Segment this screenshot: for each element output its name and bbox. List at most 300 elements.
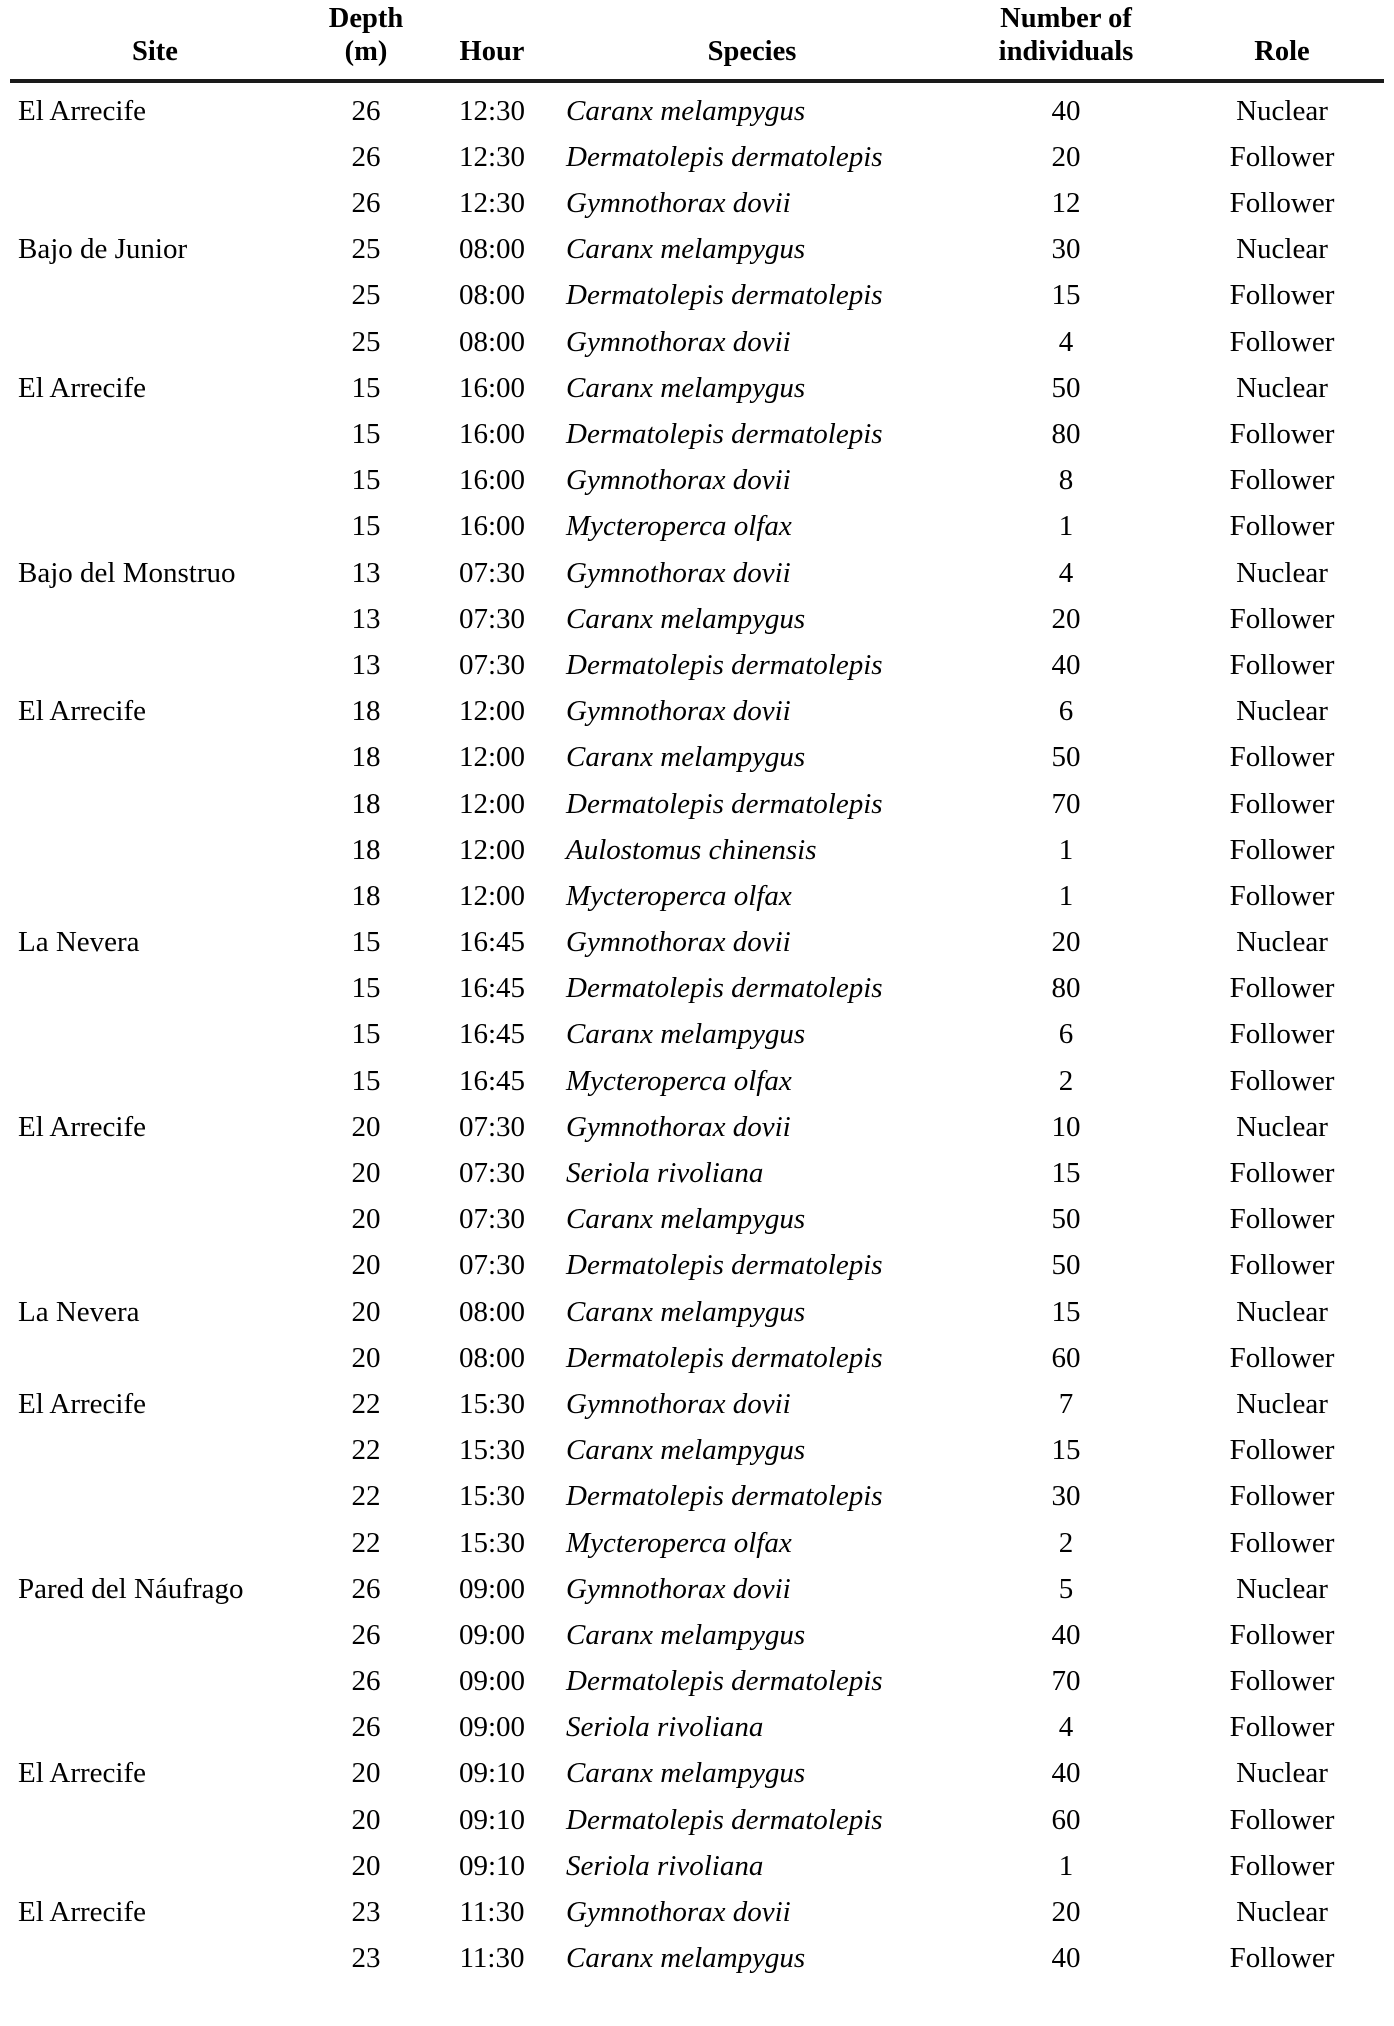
cell-hour: 08:00 xyxy=(458,1295,526,1328)
cell-species: Gymnothorax dovii xyxy=(566,1387,791,1420)
cell-depth: 26 xyxy=(351,1665,381,1698)
cell-site xyxy=(10,827,300,873)
table-row xyxy=(10,1612,1384,1658)
cell-role: Nuclear xyxy=(1236,1295,1328,1328)
cell-hour: 12:00 xyxy=(458,833,526,866)
cell-depth: 26 xyxy=(351,1618,381,1651)
cell-species: Gymnothorax dovii xyxy=(566,464,791,497)
table-row xyxy=(10,458,1384,504)
cell-depth: 20 xyxy=(351,1110,381,1143)
table-row xyxy=(10,966,1384,1012)
cell-depth: 22 xyxy=(351,1526,381,1559)
cell-depth: 15 xyxy=(351,1018,381,1051)
cell-hour: 12:00 xyxy=(458,695,526,728)
cell-count: 2 xyxy=(1058,1526,1074,1559)
cell-hour: 16:45 xyxy=(458,1018,526,1051)
cell-hour: 07:30 xyxy=(458,602,526,635)
cell-hour: 08:00 xyxy=(458,325,526,358)
cell-count: 15 xyxy=(1051,1295,1081,1328)
cell-species: Mycteroperca olfax xyxy=(566,1526,792,1559)
cell-site: El Arrecife xyxy=(18,371,147,404)
cell-count: 70 xyxy=(1051,787,1081,820)
cell-species: Seriola rivoliana xyxy=(566,1157,764,1189)
cell-role: Follower xyxy=(1229,1526,1335,1559)
cell-site xyxy=(10,1058,300,1104)
cell-count: 40 xyxy=(1051,94,1081,127)
table-row xyxy=(10,411,1384,457)
cell-site xyxy=(10,1474,300,1520)
cell-species: Dermatolepis dermatolepis xyxy=(566,279,883,312)
cell-role: Follower xyxy=(1229,1157,1335,1189)
column-header-number-of-individuals xyxy=(952,0,1180,81)
cell-species: Dermatolepis dermatolepis xyxy=(566,418,883,450)
cell-depth: 25 xyxy=(351,279,381,312)
cell-count: 50 xyxy=(1051,741,1081,774)
table-row xyxy=(10,273,1384,319)
cell-hour: 16:00 xyxy=(458,371,526,404)
cell-species: Gymnothorax dovii xyxy=(566,1896,791,1928)
cell-role: Follower xyxy=(1229,833,1335,866)
cell-role: Follower xyxy=(1229,1064,1335,1097)
cell-depth: 20 xyxy=(351,1203,381,1236)
cell-count: 40 xyxy=(1051,1942,1081,1975)
cell-hour: 12:30 xyxy=(458,140,526,173)
table-row xyxy=(10,227,1384,273)
cell-hour: 16:45 xyxy=(458,1064,526,1097)
cell-role: Follower xyxy=(1229,140,1335,173)
cell-count: 10 xyxy=(1051,1110,1081,1143)
cell-depth: 23 xyxy=(351,1942,381,1975)
cell-hour: 07:30 xyxy=(458,1203,526,1236)
cell-count: 40 xyxy=(1051,648,1081,681)
cell-hour: 15:30 xyxy=(458,1480,526,1513)
cell-hour: 16:45 xyxy=(458,972,526,1005)
cell-site: El Arrecife xyxy=(18,1110,147,1143)
cell-species: Caranx melampygus xyxy=(566,1018,806,1051)
cell-site: El Arrecife xyxy=(18,94,147,127)
cell-site xyxy=(10,1658,300,1704)
cell-site xyxy=(10,180,300,226)
table-row xyxy=(10,504,1384,550)
column-header-species: Species xyxy=(552,0,952,81)
column-header-depth-line2: (m) xyxy=(344,36,388,68)
cell-species: Seriola rivoliana xyxy=(566,1711,764,1744)
cell-depth: 20 xyxy=(351,1157,381,1189)
cell-role: Follower xyxy=(1229,1018,1335,1051)
cell-depth: 15 xyxy=(351,1064,381,1097)
table-row xyxy=(10,1381,1384,1427)
cell-hour: 08:00 xyxy=(458,279,526,312)
cell-hour: 08:00 xyxy=(458,1341,526,1374)
cell-hour: 11:30 xyxy=(459,1896,525,1928)
cell-hour: 07:30 xyxy=(458,1157,526,1189)
cell-count: 40 xyxy=(1051,1757,1081,1790)
cell-count: 30 xyxy=(1051,1480,1081,1513)
cell-role: Follower xyxy=(1229,187,1335,220)
cell-species: Caranx melampygus xyxy=(566,1203,806,1236)
cell-depth: 20 xyxy=(351,1249,381,1282)
cell-count: 20 xyxy=(1051,926,1081,959)
cell-hour: 16:45 xyxy=(458,926,526,959)
cell-count: 15 xyxy=(1051,1157,1081,1189)
table-row xyxy=(10,180,1384,226)
cell-hour: 12:30 xyxy=(458,94,526,127)
cell-species: Gymnothorax dovii xyxy=(566,1572,791,1605)
cell-hour: 09:10 xyxy=(458,1849,526,1882)
cell-role: Nuclear xyxy=(1236,1896,1328,1928)
table-row xyxy=(10,596,1384,642)
cell-site xyxy=(10,1520,300,1566)
cell-depth: 23 xyxy=(351,1896,381,1928)
cell-hour: 11:30 xyxy=(459,1942,525,1975)
table-row xyxy=(10,134,1384,180)
cell-species: Dermatolepis dermatolepis xyxy=(566,1665,883,1698)
column-header-site: Site xyxy=(10,0,300,81)
table-row xyxy=(10,781,1384,827)
cell-species: Caranx melampygus xyxy=(566,233,806,266)
cell-species: Dermatolepis dermatolepis xyxy=(566,787,883,820)
cell-depth: 26 xyxy=(351,187,381,220)
cell-role: Follower xyxy=(1229,879,1335,912)
cell-role: Nuclear xyxy=(1236,926,1328,959)
table-row xyxy=(10,873,1384,919)
column-header-depth xyxy=(300,0,432,81)
cell-species: Dermatolepis dermatolepis xyxy=(566,1803,883,1836)
cell-depth: 15 xyxy=(351,371,381,404)
cell-species: Caranx melampygus xyxy=(566,1434,806,1467)
header-row xyxy=(10,0,1384,81)
cell-role: Follower xyxy=(1229,1249,1335,1282)
cell-species: Caranx melampygus xyxy=(566,602,806,635)
table-row xyxy=(10,1658,1384,1704)
cell-site xyxy=(10,1243,300,1289)
cell-count: 50 xyxy=(1051,1203,1081,1236)
cell-site xyxy=(10,1012,300,1058)
cell-species: Caranx melampygus xyxy=(566,1757,806,1790)
cell-role: Nuclear xyxy=(1236,94,1328,127)
cell-hour: 16:00 xyxy=(458,510,526,543)
cell-count: 1 xyxy=(1058,879,1074,912)
cell-hour: 08:00 xyxy=(458,233,526,266)
cell-depth: 13 xyxy=(351,556,381,589)
table-row xyxy=(10,919,1384,965)
column-header-hour: Hour xyxy=(432,0,552,81)
cell-site xyxy=(10,319,300,365)
cell-role: Nuclear xyxy=(1236,1110,1328,1143)
cell-role: Follower xyxy=(1229,464,1335,497)
table-body xyxy=(10,81,1384,1982)
cell-hour: 07:30 xyxy=(458,556,526,589)
cell-depth: 18 xyxy=(351,879,381,912)
cell-role: Nuclear xyxy=(1236,1387,1328,1420)
cell-site xyxy=(10,596,300,642)
cell-role: Follower xyxy=(1229,1341,1335,1374)
cell-depth: 15 xyxy=(351,418,381,450)
cell-count: 4 xyxy=(1058,325,1074,358)
cell-role: Follower xyxy=(1229,279,1335,312)
cell-depth: 13 xyxy=(351,602,381,635)
cell-species: Mycteroperca olfax xyxy=(566,1064,792,1097)
cell-role: Nuclear xyxy=(1236,695,1328,728)
cell-count: 2 xyxy=(1058,1064,1074,1097)
cell-site xyxy=(10,642,300,688)
table-row xyxy=(10,1936,1384,1982)
cell-role: Follower xyxy=(1229,1434,1335,1467)
cell-species: Seriola rivoliana xyxy=(566,1849,764,1882)
cell-depth: 18 xyxy=(351,741,381,774)
cell-site: La Nevera xyxy=(18,1295,140,1328)
cell-count: 4 xyxy=(1058,556,1074,589)
cell-site: Bajo de Junior xyxy=(18,233,188,266)
cell-species: Mycteroperca olfax xyxy=(566,879,792,912)
cell-depth: 18 xyxy=(351,695,381,728)
cell-role: Nuclear xyxy=(1236,371,1328,404)
cell-site xyxy=(10,504,300,550)
cell-role: Nuclear xyxy=(1236,233,1328,266)
table-row xyxy=(10,689,1384,735)
table-row xyxy=(10,81,1384,135)
cell-count: 7 xyxy=(1058,1387,1074,1420)
cell-role: Follower xyxy=(1229,1618,1335,1651)
table-row xyxy=(10,1289,1384,1335)
cell-species: Dermatolepis dermatolepis xyxy=(566,648,883,681)
cell-role: Nuclear xyxy=(1236,556,1328,589)
cell-site: El Arrecife xyxy=(18,695,147,728)
cell-depth: 20 xyxy=(351,1849,381,1882)
cell-depth: 26 xyxy=(351,1711,381,1744)
cell-hour: 12:00 xyxy=(458,787,526,820)
observations-table xyxy=(10,0,1384,1982)
cell-depth: 22 xyxy=(351,1434,381,1467)
cell-hour: 09:00 xyxy=(458,1618,526,1651)
cell-role: Follower xyxy=(1229,1665,1335,1698)
cell-species: Dermatolepis dermatolepis xyxy=(566,1480,883,1513)
cell-count: 60 xyxy=(1051,1803,1081,1836)
cell-site: Bajo del Monstruo xyxy=(18,556,236,589)
cell-site xyxy=(10,134,300,180)
cell-depth: 20 xyxy=(351,1757,381,1790)
cell-species: Caranx melampygus xyxy=(566,1295,806,1328)
cell-count: 6 xyxy=(1058,695,1074,728)
cell-count: 1 xyxy=(1058,510,1074,543)
cell-species: Aulostomus chinensis xyxy=(566,833,817,866)
cell-site xyxy=(10,1335,300,1381)
cell-hour: 12:00 xyxy=(458,741,526,774)
table-row xyxy=(10,1150,1384,1196)
cell-species: Mycteroperca olfax xyxy=(566,510,792,543)
column-header-role: Role xyxy=(1180,0,1384,81)
table-row xyxy=(10,550,1384,596)
cell-role: Follower xyxy=(1229,787,1335,820)
cell-hour: 07:30 xyxy=(458,1249,526,1282)
cell-species: Dermatolepis dermatolepis xyxy=(566,1341,883,1374)
cell-role: Follower xyxy=(1229,1711,1335,1744)
table-row xyxy=(10,1012,1384,1058)
cell-site xyxy=(10,1705,300,1751)
cell-hour: 16:00 xyxy=(458,464,526,497)
cell-site: El Arrecife xyxy=(18,1757,147,1790)
cell-role: Follower xyxy=(1229,418,1335,450)
cell-depth: 26 xyxy=(351,94,381,127)
table-row xyxy=(10,827,1384,873)
cell-count: 50 xyxy=(1051,371,1081,404)
cell-species: Dermatolepis dermatolepis xyxy=(566,1249,883,1282)
cell-count: 4 xyxy=(1058,1711,1074,1744)
cell-depth: 15 xyxy=(351,464,381,497)
cell-species: Dermatolepis dermatolepis xyxy=(566,972,883,1005)
cell-count: 80 xyxy=(1051,972,1081,1005)
cell-species: Gymnothorax dovii xyxy=(566,1110,791,1143)
cell-count: 20 xyxy=(1051,140,1081,173)
cell-count: 80 xyxy=(1051,418,1081,450)
cell-role: Follower xyxy=(1229,602,1335,635)
table-row xyxy=(10,1797,1384,1843)
cell-species: Dermatolepis dermatolepis xyxy=(566,140,883,173)
cell-site xyxy=(10,873,300,919)
cell-count: 6 xyxy=(1058,1018,1074,1051)
cell-count: 20 xyxy=(1051,602,1081,635)
table-row xyxy=(10,1335,1384,1381)
cell-site xyxy=(10,273,300,319)
column-header-count-line2: individuals xyxy=(998,36,1134,68)
cell-count: 8 xyxy=(1058,464,1074,497)
cell-hour: 07:30 xyxy=(458,1110,526,1143)
cell-site: El Arrecife xyxy=(18,1387,147,1420)
cell-role: Follower xyxy=(1229,1480,1335,1513)
cell-count: 15 xyxy=(1051,1434,1081,1467)
cell-role: Follower xyxy=(1229,325,1335,358)
cell-site xyxy=(10,735,300,781)
cell-count: 1 xyxy=(1058,833,1074,866)
cell-depth: 22 xyxy=(351,1387,381,1420)
column-header-count-line1: Number of xyxy=(1000,3,1132,34)
cell-hour: 16:00 xyxy=(458,418,526,450)
cell-role: Follower xyxy=(1229,648,1335,681)
cell-role: Follower xyxy=(1229,510,1335,543)
cell-depth: 15 xyxy=(351,510,381,543)
cell-species: Gymnothorax dovii xyxy=(566,926,791,959)
cell-species: Gymnothorax dovii xyxy=(566,187,791,220)
cell-species: Caranx melampygus xyxy=(566,1618,806,1651)
table-header xyxy=(10,0,1384,81)
cell-species: Caranx melampygus xyxy=(566,1942,806,1975)
cell-count: 50 xyxy=(1051,1249,1081,1282)
cell-site xyxy=(10,1843,300,1889)
table-row xyxy=(10,365,1384,411)
cell-depth: 18 xyxy=(351,787,381,820)
cell-site xyxy=(10,966,300,1012)
cell-depth: 25 xyxy=(351,325,381,358)
cell-species: Caranx melampygus xyxy=(566,94,806,127)
cell-species: Gymnothorax dovii xyxy=(566,556,791,589)
cell-count: 1 xyxy=(1058,1849,1074,1882)
cell-hour: 09:00 xyxy=(458,1665,526,1698)
cell-count: 12 xyxy=(1051,187,1081,220)
cell-site xyxy=(10,1428,300,1474)
table-row xyxy=(10,1474,1384,1520)
table-row xyxy=(10,1520,1384,1566)
cell-count: 5 xyxy=(1058,1572,1074,1605)
cell-count: 20 xyxy=(1051,1896,1081,1928)
cell-role: Follower xyxy=(1229,1942,1335,1975)
cell-site: La Nevera xyxy=(18,926,140,959)
table-row xyxy=(10,1751,1384,1797)
table-row xyxy=(10,735,1384,781)
cell-depth: 20 xyxy=(351,1295,381,1328)
cell-role: Nuclear xyxy=(1236,1572,1328,1605)
table-row xyxy=(10,1243,1384,1289)
cell-count: 70 xyxy=(1051,1665,1081,1698)
cell-count: 40 xyxy=(1051,1618,1081,1651)
table-row xyxy=(10,1705,1384,1751)
cell-depth: 18 xyxy=(351,833,381,866)
cell-species: Caranx melampygus xyxy=(566,741,806,774)
cell-hour: 15:30 xyxy=(458,1387,526,1420)
cell-role: Follower xyxy=(1229,1803,1335,1836)
table-row xyxy=(10,319,1384,365)
cell-species: Gymnothorax dovii xyxy=(566,325,791,358)
cell-count: 15 xyxy=(1051,279,1081,312)
cell-depth: 13 xyxy=(351,648,381,681)
cell-depth: 15 xyxy=(351,972,381,1005)
cell-site xyxy=(10,411,300,457)
cell-hour: 15:30 xyxy=(458,1526,526,1559)
cell-depth: 25 xyxy=(351,233,381,266)
table-row xyxy=(10,1889,1384,1935)
cell-role: Nuclear xyxy=(1236,1757,1328,1790)
cell-hour: 09:00 xyxy=(458,1572,526,1605)
cell-site: El Arrecife xyxy=(18,1896,147,1928)
cell-count: 30 xyxy=(1051,233,1081,266)
cell-role: Follower xyxy=(1229,972,1335,1005)
cell-depth: 22 xyxy=(351,1480,381,1513)
cell-role: Follower xyxy=(1229,1849,1335,1882)
cell-hour: 09:10 xyxy=(458,1803,526,1836)
cell-role: Follower xyxy=(1229,1203,1335,1236)
cell-species: Caranx melampygus xyxy=(566,371,806,404)
cell-site xyxy=(10,1936,300,1982)
table-row xyxy=(10,1058,1384,1104)
cell-site xyxy=(10,1797,300,1843)
cell-hour: 09:00 xyxy=(458,1711,526,1744)
table-row xyxy=(10,642,1384,688)
cell-count: 60 xyxy=(1051,1341,1081,1374)
cell-site xyxy=(10,458,300,504)
cell-depth: 20 xyxy=(351,1803,381,1836)
cell-depth: 15 xyxy=(351,926,381,959)
cell-hour: 15:30 xyxy=(458,1434,526,1467)
cell-role: Follower xyxy=(1229,741,1335,774)
cell-site: Pared del Náufrago xyxy=(18,1572,244,1605)
cell-depth: 26 xyxy=(351,1572,381,1605)
table-row xyxy=(10,1104,1384,1150)
column-header-depth-line1: Depth xyxy=(328,3,404,34)
cell-hour: 07:30 xyxy=(458,648,526,681)
table-row xyxy=(10,1843,1384,1889)
table-row xyxy=(10,1566,1384,1612)
cell-hour: 12:30 xyxy=(458,187,526,220)
cell-site xyxy=(10,1612,300,1658)
cell-site xyxy=(10,781,300,827)
cell-species: Gymnothorax dovii xyxy=(566,695,791,728)
cell-hour: 09:10 xyxy=(458,1757,526,1790)
cell-depth: 20 xyxy=(351,1341,381,1374)
cell-site xyxy=(10,1197,300,1243)
table-row xyxy=(10,1197,1384,1243)
cell-hour: 12:00 xyxy=(458,879,526,912)
cell-site xyxy=(10,1150,300,1196)
table-row xyxy=(10,1428,1384,1474)
